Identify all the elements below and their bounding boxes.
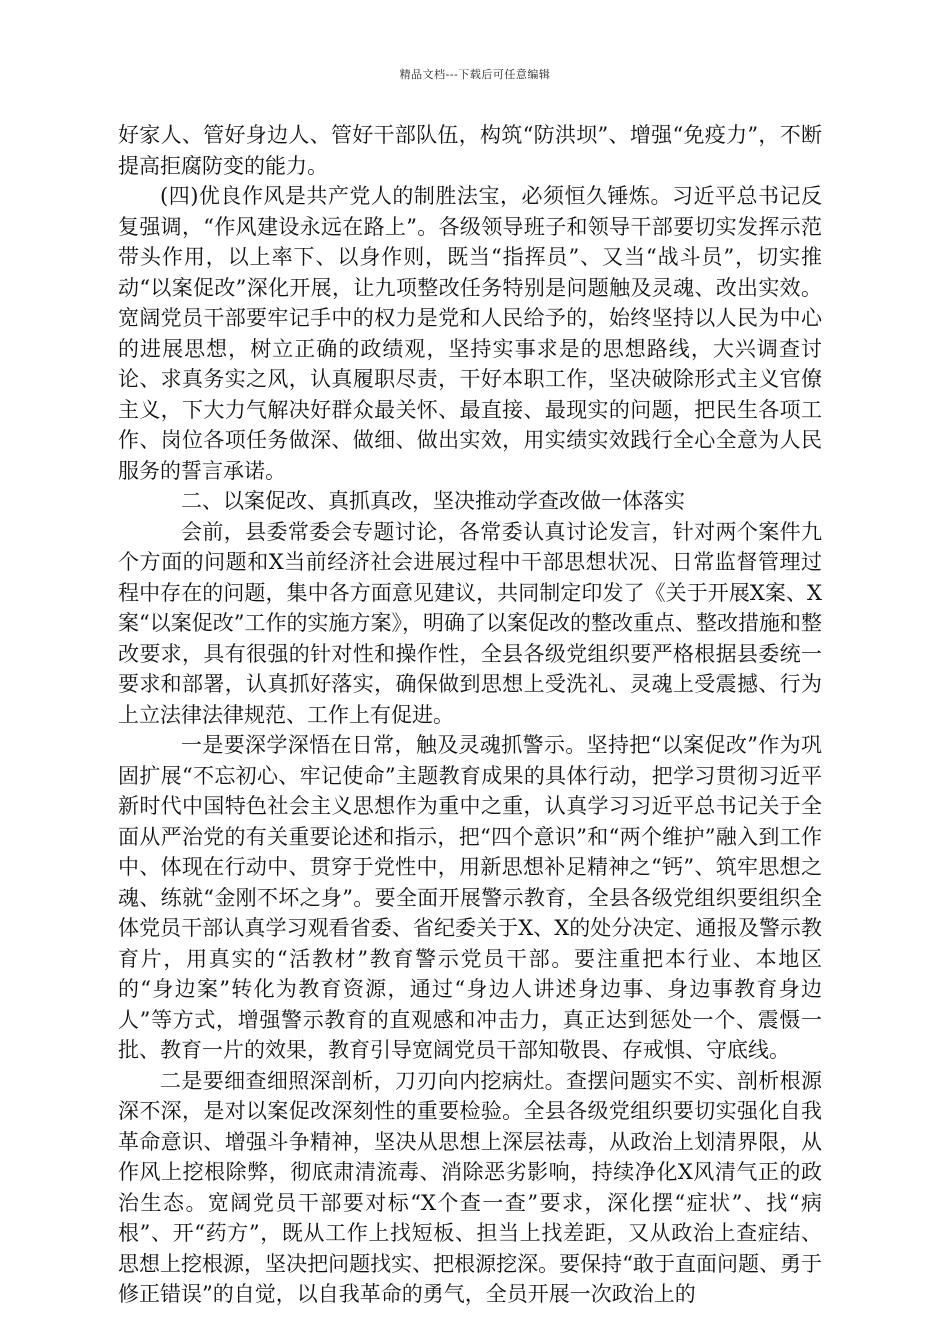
paragraph-point-two: 二是要细查细照深剖析，刀刃向内挖病灶。查摆问题实不实、剖析根源深不深，是对以案促改深刻性的重要检验。全县各级党组织要切实强化自我革命意识、增强斗争精神，坚决从思想上深层祛毒，从政治上划清界限，从作风上挖根除弊，彻底肃清流毒、消除恶劣影响，持续净化X风清气正的政治生态。宽阔党员干部要对标“X个查一查”要求，深化摆“症状”、找“病根”、开“药方”，既从工作上找短板、担当上找差距，又从政治上查症结、思想上挖根源，坚决把问题找实、把根源挖深。要保持“敢于直面问题、勇于修正错误”的自觉，以自我革命的勇气，全员开展一次政治上的 [118, 1068, 822, 1306]
document-body [118, 120, 822, 1310]
page-header: 精品文档---下载后可任意编辑 [399, 68, 551, 81]
section-heading-two: 二、以案促改、真抓真改，坚决推动学查改做一体落实 [181, 489, 685, 513]
paragraph-meeting: 会前，县委常委会专题讨论，各常委认真讨论发言，针对两个案件九个方面的问题和X当前经济社会进展过程中干部思想状况、日常监督管理过程中存在的问题，集中各方面意见建议，共同制定印发了《关于开展X案、X案“以案促改”工作的实施方案》，明确了以案促改的整改重点、整改措施和整改要求，具有很强的针对性和操作性，全县各级党组织要严格根据县委统一要求和部署，认真抓好落实，确保做到思想上受洗礼、灵魂上受震撼、行为上立法律法律规范、工作上有促进。 [118, 519, 822, 727]
paragraph-continuation: 好家人、管好身边人、管好干部队伍，构筑“防洪坝”、增强“免疫力”，不断提高拒腐防变的能力。 [118, 123, 822, 178]
paragraph-section-four: (四)优良作风是共产党人的制胜法宝，必须恒久锤炼。习近平总书记反复强调，“作风建设永远在路上”。各级领导班子和领导干部要切实发挥示范带头作用，以上率下、以身作则，既当“指挥员”、又当“战斗员”，切实推动“以案促改”深化开展，让九项整改任务特别是问题触及灵魂、改出实效。宽阔党员干部要牢记手中的权力是党和人民给予的，始终坚持以人民为中心的进展思想，树立正确的政绩观，坚持实事求是的思想路线，大兴调查讨论、求真务实之风，认真履职尽责，干好本职工作，坚决破除形式主义官僚主义，下大力气解决好群众最关怀、最直接、最现实的问题，把民生各项工作、岗位各项任务做深、做细、做出实效，用实绩实效践行全心全意为人民服务的誓言承诺。 [118, 184, 822, 483]
paragraph-point-one: 一是要深学深悟在日常，触及灵魂抓警示。坚持把“以案促改”作为巩固扩展“不忘初心、牢记使命”主题教育成果的具体行动，把学习贯彻习近平新时代中国特色社会主义思想作为重中之重，认真学习习近平总书记关于全面从严治党的有关重要论述和指示，把“四个意识”和“两个维护”融入到工作中、体现在行动中、贯穿于党性中，用新思想补足精神之“钙”、筑牢思想之魂、练就“金刚不坏之身”。要全面开展警示教育，全县各级党组织要组织全体党员干部认真学习观看省委、省纪委关于X、X的处分决定、通报及警示教育片，用真实的“活教材”教育警示党员干部。要注重把本行业、本地区的“身边案”转化为教育资源，通过“身边人讲述身边事、身边事教育身边人”等方式，增强警示教育的直观感和冲击力，真正达到惩处一个、震慑一批、教育一片的效果，教育引导宽阔党员干部知敬畏、存戒惧、守底线。 [118, 733, 822, 1062]
